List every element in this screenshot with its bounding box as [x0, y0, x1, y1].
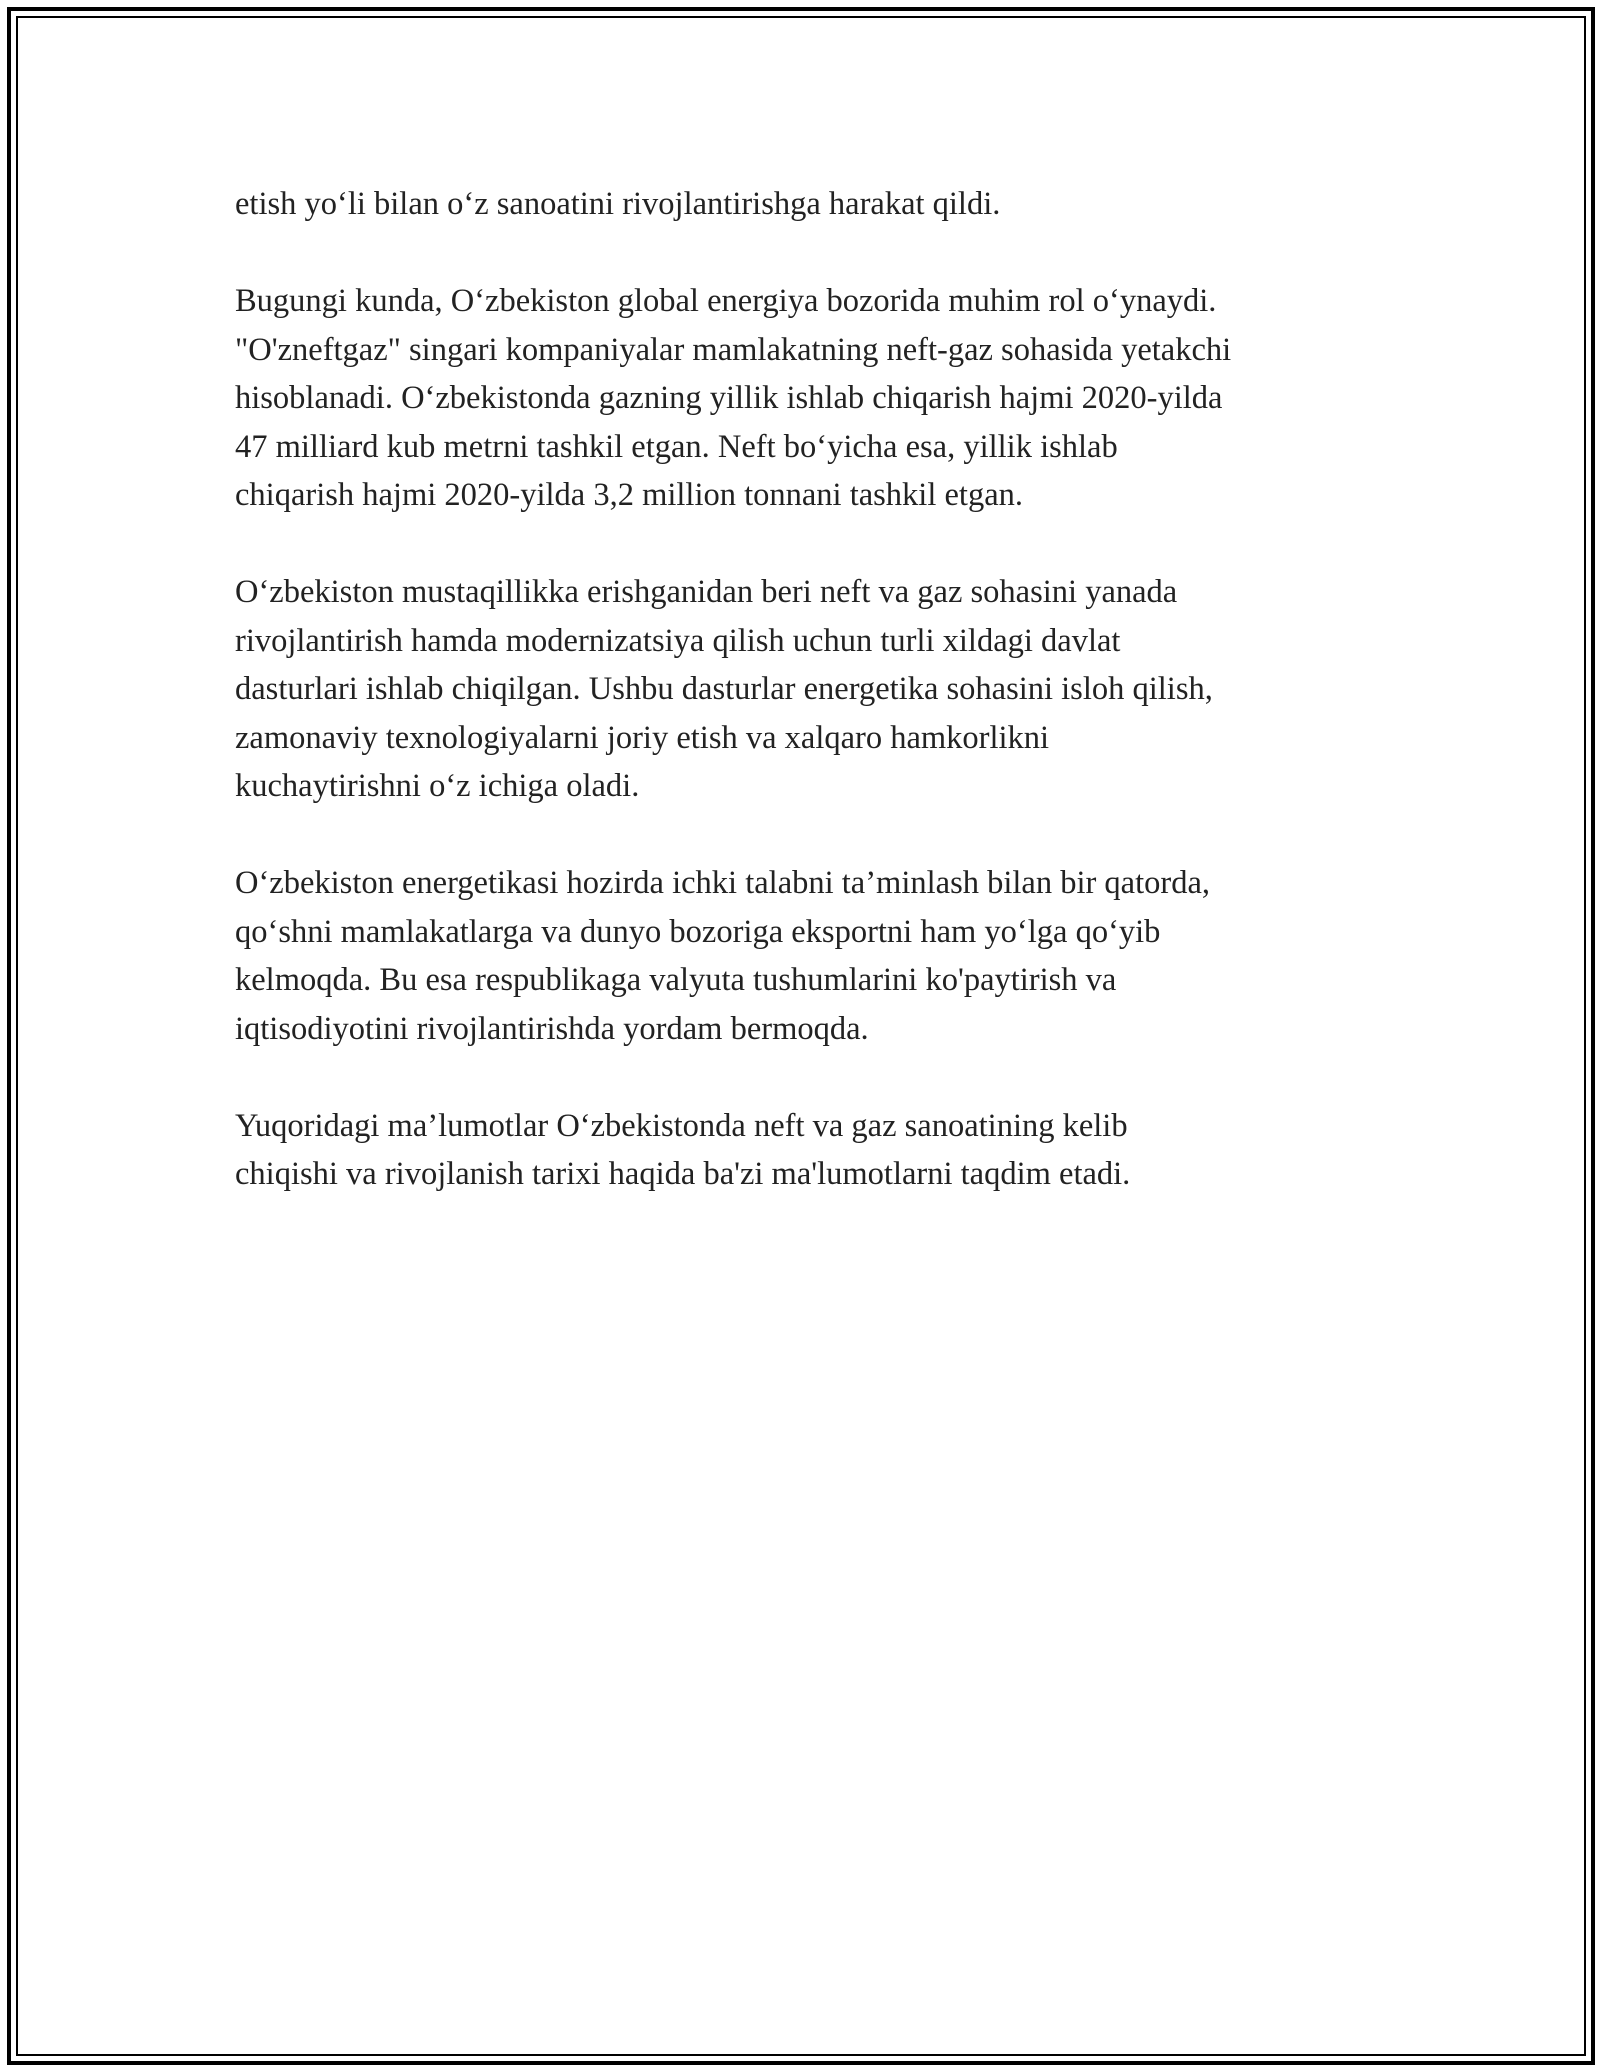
text-line: rivojlantirish hamda modernizatsiya qilish uchun turli xildagi davlat — [235, 622, 1121, 659]
text-line: Bugungi kunda, O‘zbekiston global energiya bozorida muhim rol o‘ynaydi. — [235, 283, 1217, 319]
text-line: hisoblanadi. O‘zbekistonda gazning yillik ishlab chiqarish hajmi 2020-yilda — [235, 380, 1223, 416]
document-body — [235, 180, 1375, 1247]
paragraph-1 — [235, 180, 1375, 229]
text-line: dasturlari ishlab chiqilgan. Ushbu dasturlar energetika sohasini isloh qilish, — [235, 671, 1213, 707]
paragraph-2 — [235, 277, 1375, 520]
paragraph-5 — [235, 1102, 1375, 1199]
text-line: kelmoqda. Bu esa respublikaga valyuta tushumlarini ko'paytirish va — [235, 962, 1117, 998]
text-line: O‘zbekiston mustaqillikka erishganidan beri neft va gaz sohasini yanada — [235, 574, 1178, 610]
text-line: chiqishi va rivojlanish tarixi haqida ba'zi ma'lumotlarni taqdim etadi. — [235, 1156, 1131, 1192]
text-line: O‘zbekiston energetikasi hozirda ichki talabni ta’minlash bilan bir qatorda, — [235, 865, 1210, 901]
text-line: "O'zneftgaz" singari kompaniyalar mamlakatning neft-gaz sohasida yetakchi — [235, 331, 1232, 368]
text-line: qo‘shni mamlakatlarga va dunyo bozoriga eksportni ham yo‘lga qo‘yib — [235, 913, 1161, 950]
text-line: zamonaviy texnologiyalarni joriy etish va xalqaro hamkorlikni — [235, 719, 1050, 756]
text-line: etish yo‘li bilan o‘z sanoatini rivojlantirishga harakat qildi. — [235, 186, 1001, 222]
paragraph-3 — [235, 568, 1375, 811]
text-line: chiqarish hajmi 2020-yilda 3,2 million tonnani tashkil etgan. — [235, 477, 1023, 513]
paragraph-4 — [235, 859, 1375, 1053]
text-line: Yuqoridagi ma’lumotlar O‘zbekistonda neft va gaz sanoatining kelib — [235, 1107, 1128, 1144]
text-line: 47 milliard kub metrni tashkil etgan. Neft bo‘yicha esa, yillik ishlab — [235, 428, 1118, 465]
text-line: kuchaytirishni o‘z ichiga oladi. — [235, 768, 640, 804]
text-line: iqtisodiyotini rivojlantirishda yordam bermoqda. — [235, 1010, 869, 1047]
